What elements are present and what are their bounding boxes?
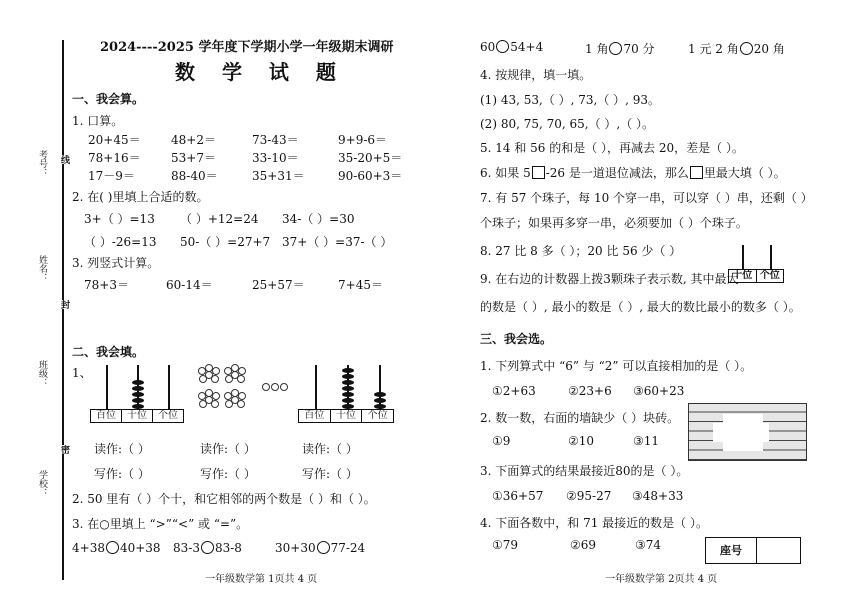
binding-line: [62, 40, 64, 580]
compare-circle[interactable]: [496, 40, 509, 53]
r-q7-line1: 7. 有 57 个珠子，每 10 个穿一串，可以穿（ ）串，还剩（ ）: [480, 191, 813, 205]
s2-q2: 2. 50 里有（ ）个十，和它相邻的两个数是（ ）和（ ）。: [72, 492, 376, 506]
compare-item: 30+30 77-24: [275, 541, 366, 555]
choice-option[interactable]: ②10: [568, 434, 595, 448]
s2-q3-label: 3. 在○里填上 “>”“<” 或 “=”。: [72, 517, 249, 531]
read-as-3: 读作:（ ）: [302, 442, 358, 456]
side-label-school: 学校：: [37, 470, 47, 497]
choice-q4: 4. 下面各数中，和 71 最接近的数是（ ）。: [480, 516, 708, 530]
choice-option[interactable]: ①9: [492, 434, 511, 448]
oral-calc-item: 53+7＝: [171, 151, 216, 165]
q2-label: 2. 在( )里填上合适的数。: [72, 190, 209, 204]
vertical-calc-item: 60-14＝: [166, 278, 213, 292]
abacus-label-ones: 个位: [158, 410, 178, 421]
section2-heading: 二、我会填。: [72, 345, 145, 359]
left-footer: 一年级数学第 1页共 4 页: [205, 574, 318, 585]
oral-calc-item: 88-40＝: [171, 169, 218, 183]
abacus-label-tens: 十位: [122, 410, 153, 422]
fill-blank-item: （ ）-26=13: [84, 235, 157, 249]
compare-circle[interactable]: [106, 541, 119, 554]
write-as-3: 写作:（ ）: [302, 467, 358, 481]
side-mark-secret: 密: [59, 445, 69, 454]
compare-circle[interactable]: [740, 42, 753, 55]
exam-header: 2024----2025 学年度下学期小学一年级期末调研: [100, 40, 394, 55]
abacus-label-hundreds: 百位: [299, 410, 331, 422]
right-footer: 一年级数学第 2页共 4 页: [605, 574, 718, 585]
q3-label: 3. 列竖式计算。: [72, 256, 160, 270]
r-q9-line1: 9. 在右边的计数器上拨3颗珠子表示数, 其中最大: [480, 272, 739, 286]
compare-item: 1 元 2 角 20 角: [688, 42, 785, 56]
section1-heading: 一、我会算。: [72, 92, 145, 106]
digit-box[interactable]: [532, 166, 545, 179]
digit-box[interactable]: [690, 166, 703, 179]
fill-blank-item: 34-（ ）=30: [282, 212, 355, 226]
choice-option[interactable]: ①36+57: [492, 489, 544, 503]
choice-option[interactable]: ②69: [570, 538, 597, 552]
r-q4-line2: (2) 80, 75, 70, 65,（ ）,（ ）。: [480, 117, 655, 131]
abacus-label-hundreds: 百位: [91, 410, 122, 422]
oral-calc-item: 48+2＝: [171, 133, 216, 147]
abacus-label-ones: 个位: [367, 410, 388, 421]
side-label-name: 姓名：: [37, 255, 47, 282]
choice-q2: 2. 数一数，右面的墙缺少（ ）块砖。: [480, 411, 680, 425]
oral-calc-item: 73-43＝: [252, 133, 299, 147]
counter-label-tens: 十位: [729, 270, 757, 282]
r-q4-label: 4. 按规律，填一填。: [480, 68, 592, 82]
choice-q3: 3. 下面算式的结果最接近80的是（ ）。: [480, 464, 689, 478]
oral-calc-item: 33-10＝: [252, 151, 299, 165]
compare-item: 60 54+4: [480, 40, 544, 54]
compare-item: 1 角 70 分: [585, 42, 655, 56]
fill-blank-item: （ ）+12=24: [180, 212, 259, 226]
r-q4-line1: (1) 43, 53,（ ）, 73,（ ）, 93。: [480, 93, 661, 107]
brick-wall-image: [688, 403, 807, 461]
choice-option[interactable]: ③74: [635, 538, 662, 552]
fill-blank-item: 50-（ ）=27+7: [180, 235, 271, 249]
choice-option[interactable]: ②95-27: [566, 489, 612, 503]
oral-calc-item: 17－9＝: [88, 169, 135, 183]
choice-option[interactable]: ③60+23: [633, 384, 685, 398]
side-mark-line: 线: [59, 155, 69, 164]
r-q5: 5. 14 和 56 的和是（ ），再减去 20，差是（ ）。: [480, 141, 744, 155]
side-label-class: 班级：: [37, 360, 47, 387]
choice-option[interactable]: ①2+63: [492, 384, 536, 398]
seat-number-box[interactable]: [705, 537, 801, 564]
compare-item: 83-3 83-8: [173, 541, 242, 555]
choice-option[interactable]: ③48+33: [632, 489, 684, 503]
r-q7-line2: 个珠子；如果再多穿一串，必须要加（ ）个珠子。: [480, 216, 748, 230]
q1-label: 1. 口算。: [72, 114, 124, 128]
s2-q1-label: 1、: [72, 366, 92, 380]
choice-q1: 1. 下列算式中 “6” 与 “2” 可以直接相加的是（ ）。: [480, 359, 753, 373]
vertical-calc-item: 7+45＝: [338, 278, 383, 292]
side-label-exam-no: 考号：: [37, 150, 47, 177]
oral-calc-item: 9+9-6＝: [338, 133, 388, 147]
oral-calc-item: 35+31＝: [252, 169, 305, 183]
choice-option[interactable]: ②23+6: [568, 384, 612, 398]
compare-circle[interactable]: [609, 42, 622, 55]
abacus-label-tens: 十位: [331, 410, 363, 422]
read-as-2: 读作:（ ）: [200, 442, 256, 456]
seat-number-label: 座号: [706, 538, 757, 563]
compare-circle[interactable]: [201, 541, 214, 554]
counter-label-ones: 个位: [759, 270, 780, 281]
r-q9-line2: 的数是（ ）, 最小的数是（ ）, 最大的数比最小的数多（ ）。: [480, 300, 801, 314]
oral-calc-item: 78+16＝: [88, 151, 141, 165]
section3-heading: 三、我会选。: [480, 332, 553, 346]
vertical-calc-item: 78+3＝: [84, 278, 129, 292]
r-q8: 8. 27 比 8 多（ ）；20 比 56 少（ ）: [480, 244, 682, 258]
oral-calc-item: 20+45＝: [88, 133, 141, 147]
r-q6: 6. 如果 5 -26 是一道退位减法，那么 里最大填（ ）。: [480, 166, 786, 180]
vertical-calc-item: 25+57＝: [252, 278, 305, 292]
oral-calc-item: 90-60+3＝: [338, 169, 403, 183]
compare-circle[interactable]: [317, 541, 330, 554]
write-as-1: 写作:（ ）: [94, 467, 150, 481]
fill-blank-item: 3+（ ）=13: [84, 212, 155, 226]
choice-option[interactable]: ③11: [633, 434, 660, 448]
side-mark-seal: 封: [59, 300, 69, 309]
write-as-2: 写作:（ ）: [200, 467, 256, 481]
choice-option[interactable]: ①79: [492, 538, 519, 552]
read-as-1: 读作:（ ）: [94, 442, 150, 456]
oral-calc-item: 35-20+5＝: [338, 151, 403, 165]
exam-title: 数 学 试 题: [175, 60, 346, 84]
compare-item: 4+38 40+38: [72, 541, 161, 555]
fill-blank-item: 37+（ ）=37-（ ）: [282, 235, 393, 249]
